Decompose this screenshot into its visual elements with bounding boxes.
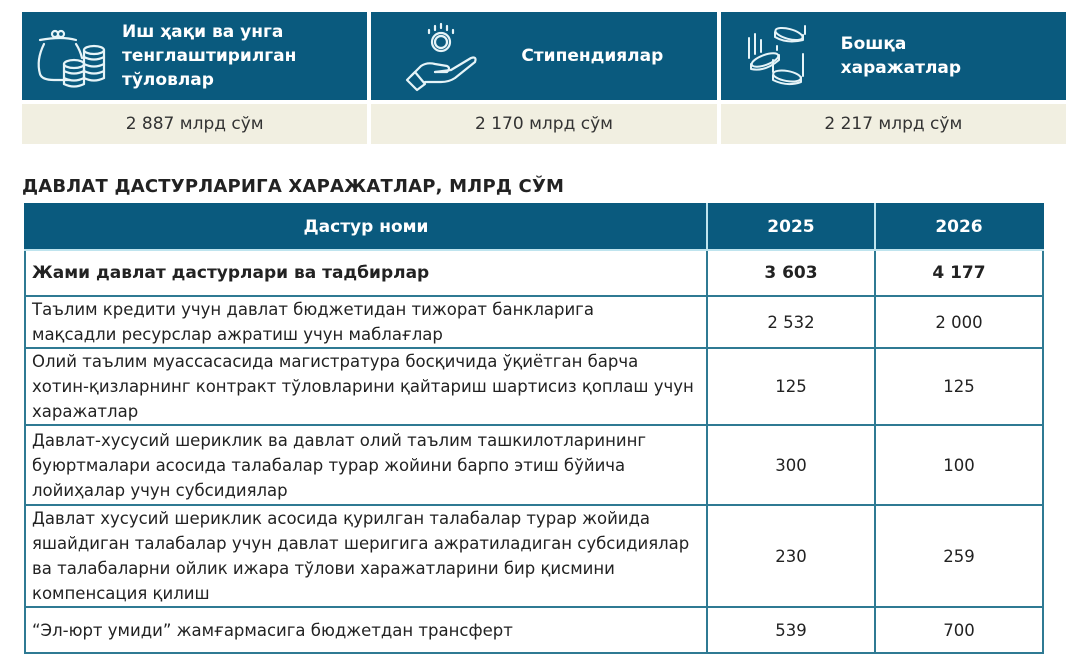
value-2026: 700 xyxy=(875,607,1043,653)
card-header xyxy=(371,12,716,100)
wallet-coins-icon xyxy=(22,12,122,100)
table-row-total xyxy=(25,250,1043,296)
value-2026: 2 000 xyxy=(875,296,1043,348)
value-2026: 259 xyxy=(875,505,1043,607)
table-header-row xyxy=(25,204,1043,250)
table-row xyxy=(25,425,1043,505)
summary-cards xyxy=(22,12,1066,148)
card-title-line: Иш ҳақи ва унга xyxy=(122,22,284,42)
card-header xyxy=(721,12,1066,100)
column-header-2026: 2026 xyxy=(875,204,1043,250)
card-value: 2 217 млрд сўм xyxy=(721,104,1066,144)
card-title xyxy=(122,20,296,92)
card-title-line: тўловлар xyxy=(122,70,214,90)
summary-card-stipends xyxy=(371,12,716,148)
card-title xyxy=(841,32,961,80)
section-title: ДАВЛАТ ДАСТУРЛАРИГА ХАРАЖАТЛАР, МЛРД СЎМ xyxy=(22,176,565,197)
value-2025: 2 532 xyxy=(707,296,875,348)
column-header-2025: 2025 xyxy=(707,204,875,250)
column-header-program-name: Дастур номи xyxy=(25,204,707,250)
program-name: Давлат хусусий шериклик асосида қурилган талабалар турар жойида яшайдиган талабалар учун давлат шеригига ажратиладиган субсидиялар ва талабаларни ойлик ижара тўлови харажатларини бир қисмини компенсация қилиш xyxy=(25,505,707,607)
card-header xyxy=(22,12,367,100)
table-row xyxy=(25,348,1043,425)
value-2026: 125 xyxy=(875,348,1043,425)
value-2025: 300 xyxy=(707,425,875,505)
program-name: Жами давлат дастурлари ва тадбирлар xyxy=(25,250,707,296)
card-title-line: тенглаштирилган xyxy=(122,46,297,66)
hand-coin-icon xyxy=(371,12,511,100)
table-row xyxy=(25,505,1043,607)
table-row xyxy=(25,296,1043,348)
card-title-line: харажатлар xyxy=(840,58,962,78)
program-name: “Эл-юрт умиди” жамғармасига бюджетдан трансферт xyxy=(25,607,707,653)
card-title-line: Бошқа xyxy=(840,34,907,54)
program-name: Олий таълим муассасасида магистратура босқичида ўқиётган барча хотин-қизларнинг контракт тўловларини қайтариш шартисиз қоплаш учун харажатлар xyxy=(25,348,707,425)
programs-table xyxy=(24,203,1044,654)
table-row xyxy=(25,607,1043,653)
summary-card-salaries xyxy=(22,12,367,148)
card-title: Стипендиялар xyxy=(521,46,664,66)
value-2025: 230 xyxy=(707,505,875,607)
summary-card-other-expenses xyxy=(721,12,1066,148)
value-2026: 4 177 xyxy=(875,250,1043,296)
card-value: 2 887 млрд сўм xyxy=(22,104,367,144)
program-name: Таълим кредити учун давлат бюджетидан тижорат банкларига мақсадли ресурслар ажратиш учун маблағлар xyxy=(25,296,707,348)
value-2025: 539 xyxy=(707,607,875,653)
program-name: Давлат-хусусий шериклик ва давлат олий таълим ташкилотларининг буюртмалари асосида талабалар турар жойини барпо этиш бўйича лойиҳалар учун субсидиялар xyxy=(25,425,707,505)
value-2025: 125 xyxy=(707,348,875,425)
value-2026: 100 xyxy=(875,425,1043,505)
card-value: 2 170 млрд сўм xyxy=(371,104,716,144)
value-2025: 3 603 xyxy=(707,250,875,296)
falling-coins-icon xyxy=(721,12,841,100)
